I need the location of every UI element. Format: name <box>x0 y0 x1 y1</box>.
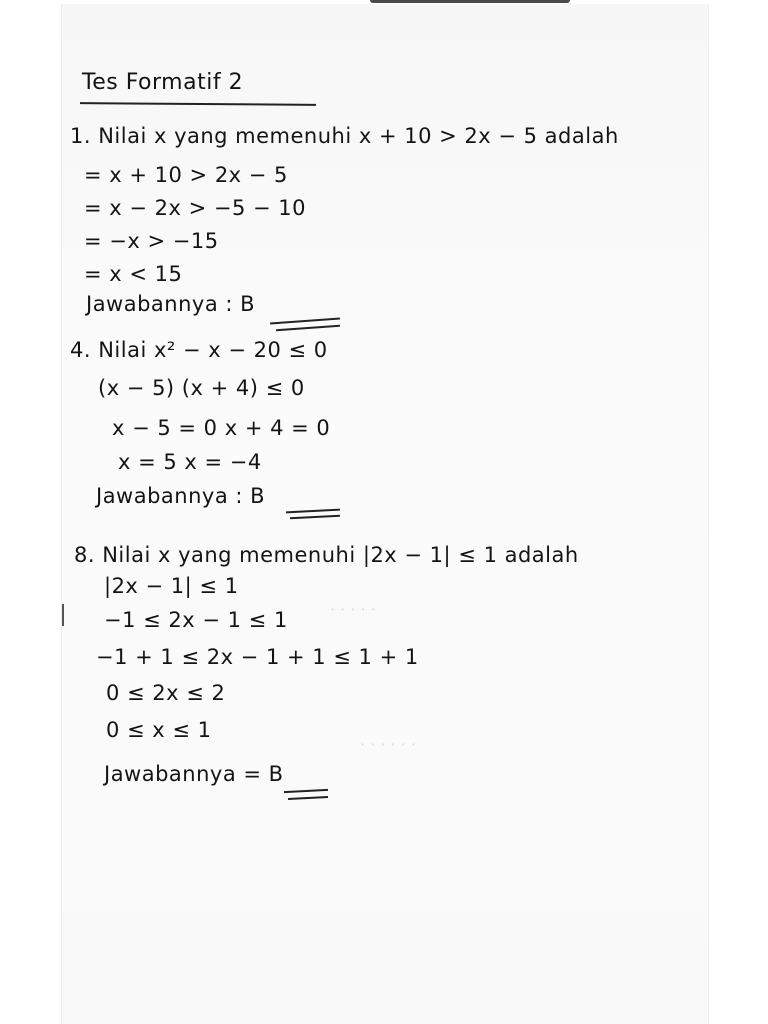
problem-8-step: 0 ≤ 2x ≤ 2 <box>106 681 226 705</box>
problem-8-answer: Jawabannya = B <box>104 762 284 786</box>
paper-sheet <box>62 4 708 1024</box>
problem-4-question: 4. Nilai x² − x − 20 ≤ 0 <box>70 338 328 362</box>
problem-8-step: |2x − 1| ≤ 1 <box>104 574 239 598</box>
problem-1-answer: Jawabannya : B <box>86 292 256 316</box>
problem-4-step: x = 5 x = −4 <box>118 450 262 474</box>
problem-1-question: 1. Nilai x yang memenuhi x + 10 > 2x − 5 adalah <box>70 124 619 148</box>
background-strip <box>370 0 570 3</box>
problem-4-step: (x − 5) (x + 4) ≤ 0 <box>98 376 305 400</box>
show-through-mark: · · · · · <box>330 600 376 619</box>
problem-1-step: = x + 10 > 2x − 5 <box>84 163 288 187</box>
problem-1-step: = −x > −15 <box>84 229 219 253</box>
problem-8-step: 0 ≤ x ≤ 1 <box>106 718 212 742</box>
problem-8-step: −1 ≤ 2x − 1 ≤ 1 <box>104 608 288 632</box>
edge-mark <box>62 604 64 626</box>
problem-4-answer: Jawabannya : B <box>96 484 266 508</box>
page-title: Tes Formatif 2 <box>82 70 244 95</box>
problem-1-step: = x < 15 <box>84 262 183 286</box>
show-through-mark: · · · · · · <box>360 735 416 754</box>
problem-8-step: −1 + 1 ≤ 2x − 1 + 1 ≤ 1 + 1 <box>96 645 419 669</box>
problem-8-question: 8. Nilai x yang memenuhi |2x − 1| ≤ 1 adalah <box>74 543 579 567</box>
problem-4-step: x − 5 = 0 x + 4 = 0 <box>112 416 331 440</box>
problem-1-step: = x − 2x > −5 − 10 <box>84 196 307 220</box>
